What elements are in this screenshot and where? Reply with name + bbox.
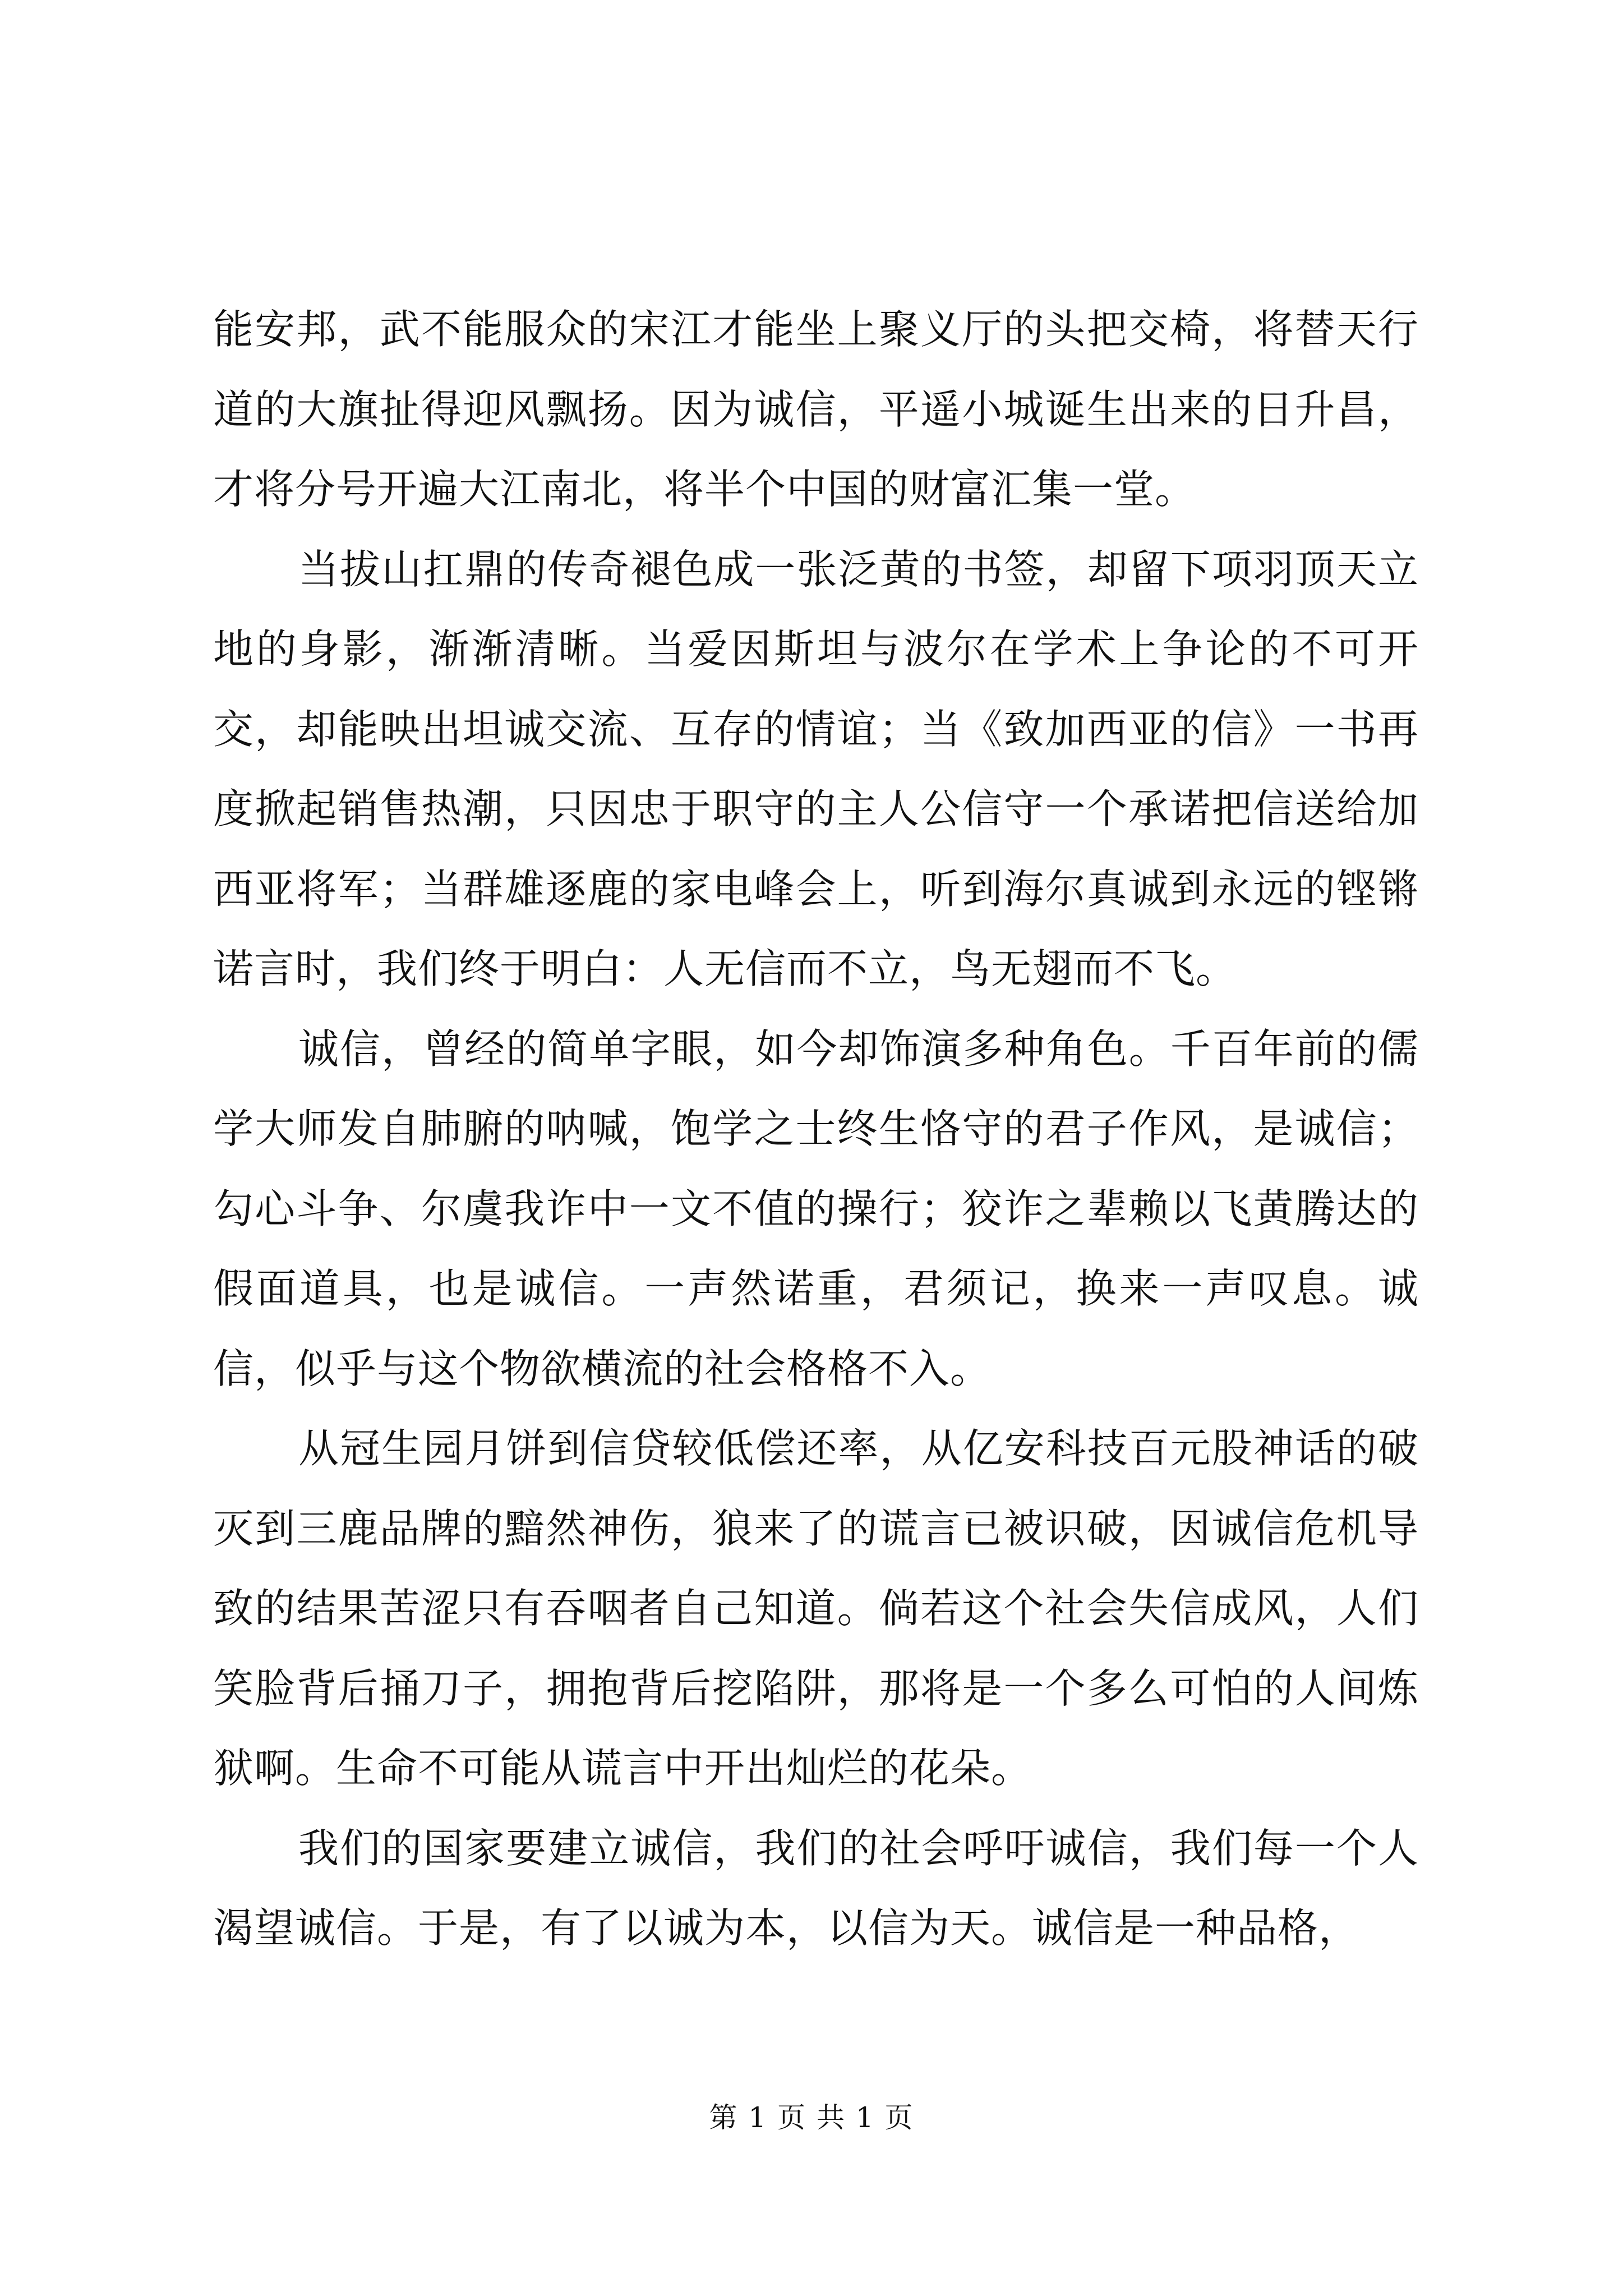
paragraph-1: 能安邦，武不能服众的宋江才能坐上聚义厅的头把交椅，将替天行道的大旗扯得迎风飘扬。因为诚信，平遥小城诞生出来的日升昌，才将分号开遍大江南北，将半个中国的财富汇集一堂。: [213, 306, 1419, 513]
paragraph-5: 我们的国家要建立诚信，我们的社会呼吁诚信，我们每一个人渴望诚信。于是，有了以诚为本，以信为天。诚信是一种品格，: [213, 1824, 1419, 1952]
paragraph-4: 从冠生园月饼到信贷较低偿还率，从亿安科技百元股神话的破灭到三鹿品牌的黯然神伤，狼来了的谎言已被识破，因诚信危机导致的结果苦涩只有吞咽者自己知道。倘若这个社会失信成风，人们笑脸背后捅刀子，拥抱背后挖陷阱，那将是一个多么可怕的人间炼狱啊。生命不可能从谎言中开出灿烂的花朵。: [213, 1425, 1419, 1792]
document-body: [213, 289, 1419, 1968]
paragraph-3: 诚信，曾经的简单字眼，如今却饰演多种角色。千百年前的儒学大师发自肺腑的呐喊，饱学之士终生恪守的君子作风，是诚信；勾心斗争、尔虞我诈中一文不值的操行；狡诈之辈赖以飞黄腾达的假面道具，也是诚信。一声然诺重，君须记，换来一声叹息。诚信，似乎与这个物欲横流的社会格格不入。: [213, 1025, 1419, 1392]
paragraph-2: 当拔山扛鼎的传奇褪色成一张泛黄的书签，却留下项羽顶天立地的身影，渐渐清晰。当爱因斯坦与波尔在学术上争论的不可开交，却能映出坦诚交流、互存的情谊；当《致加西亚的信》一书再度掀起销售热潮，只因忠于职守的主人公信守一个承诺把信送给加西亚将军；当群雄逐鹿的家电峰会上，听到海尔真诚到永远的铿锵诺言时，我们终于明白：人无信而不立，鸟无翅而不飞。: [213, 545, 1419, 992]
page-footer: 第 1 页 共 1 页: [709, 2101, 914, 2134]
